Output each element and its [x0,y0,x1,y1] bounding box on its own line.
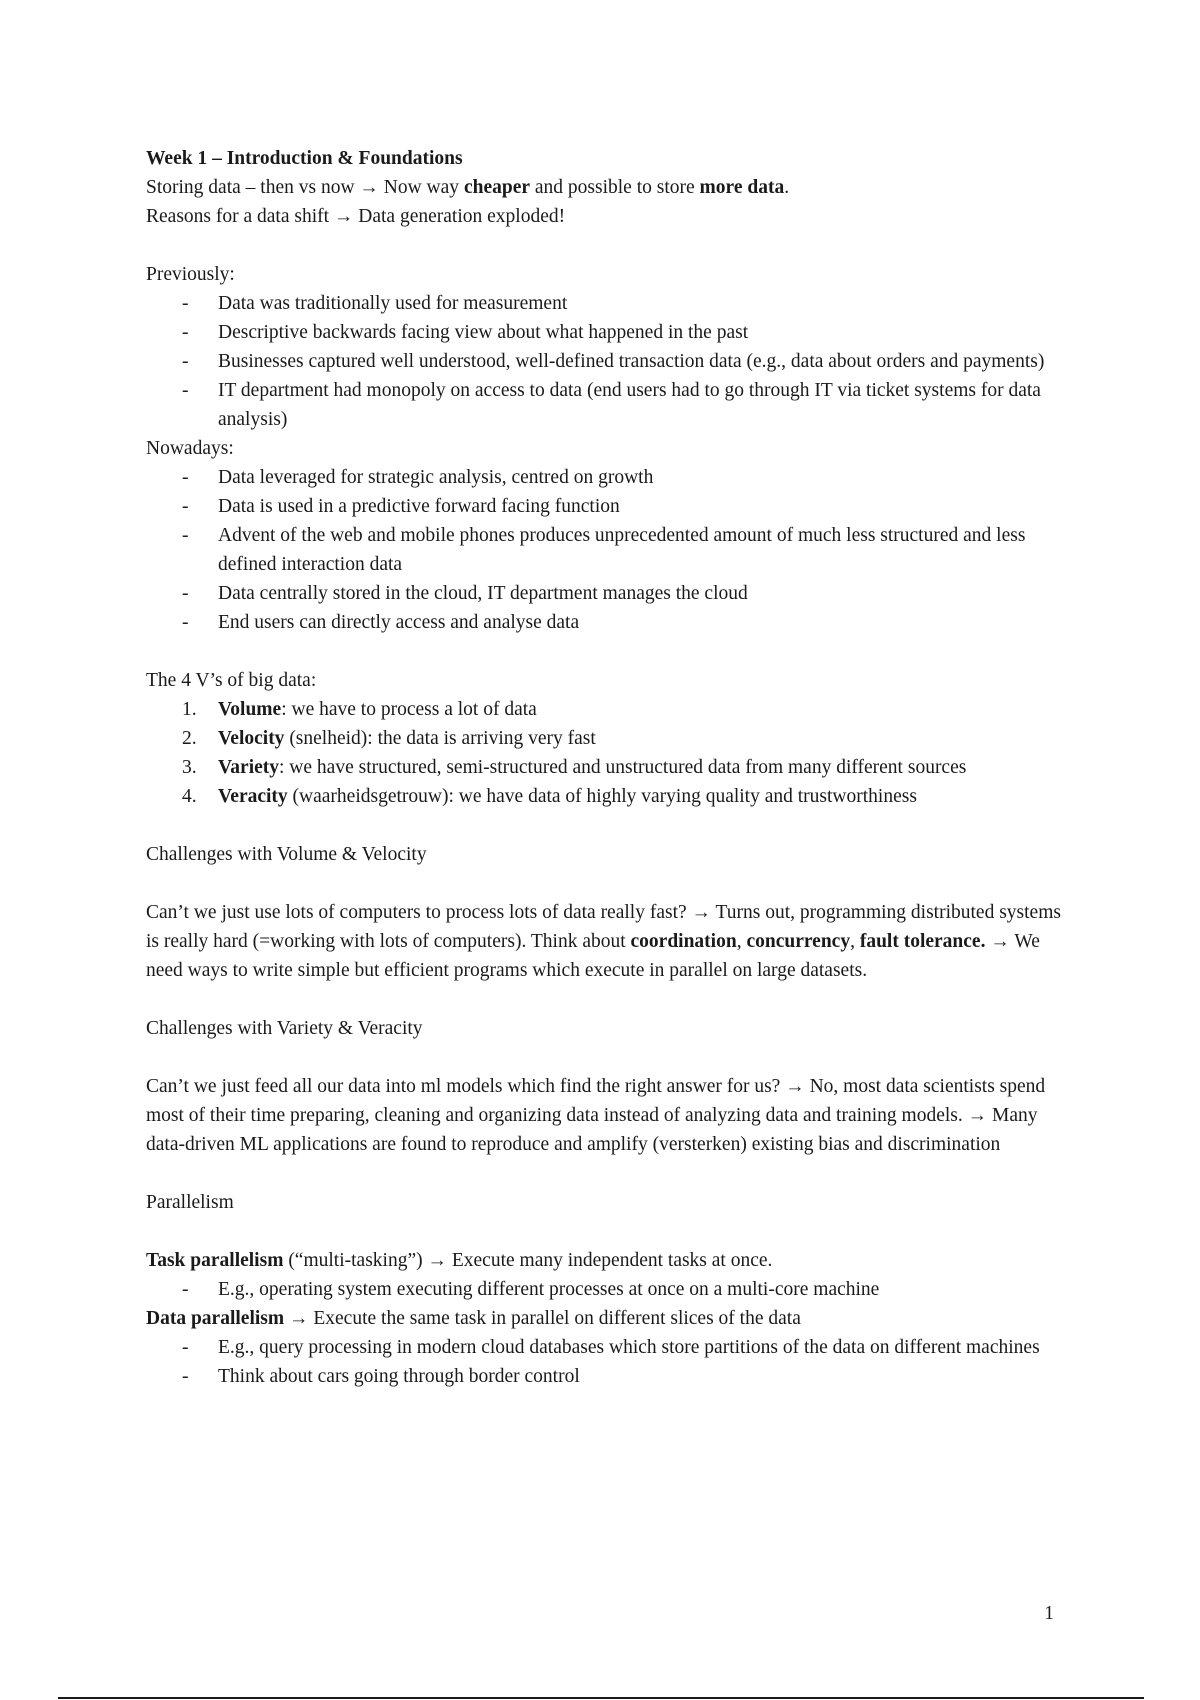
four-vs-list [146,695,1066,811]
list-item: 1. Volume: we have to process a lot of data [182,699,537,720]
challenges-variety-veracity-paragraph: Can’t we just feed all our data into ml models which find the right answer for us? → No, most data scientists spend most of their time preparing, cleaning and organizing data instead of analyzing data and training models. → Many data-driven ML applications are found to reproduce and amplify (versterken) existing bias and discrimination [146,1076,1046,1155]
page-title [146,144,1066,173]
data-parallelism-line: Data parallelism → Execute the same task in parallel on different slices of the data [146,1308,801,1329]
list-item: - IT department had monopoly on access to data (end users had to go through IT via ticket systems for data analysis) [182,380,1041,430]
four-vs-heading: The 4 V’s of big data: [146,670,317,691]
nowadays-heading: Nowadays: [146,438,234,459]
footer-divider [58,1697,1144,1699]
challenges-volume-velocity-heading: Challenges with Volume & Velocity [146,844,427,865]
list-item: - End users can directly access and analyse data [182,612,580,633]
nowadays-list [146,463,1066,637]
list-item: - Think about cars going through border control [182,1366,580,1387]
page-number: 1 [1044,1603,1054,1624]
list-item: 2. Velocity (snelheid): the data is arriving very fast [182,728,596,749]
list-item: - Data leveraged for strategic analysis, centred on growth [182,467,654,488]
list-item: - E.g., operating system executing different processes at once on a multi-core machine [182,1279,880,1300]
list-item: - Data is used in a predictive forward facing function [182,496,620,517]
challenges-volume-velocity-paragraph: Can’t we just use lots of computers to process lots of data really fast? → Turns out, programming distributed systems is really hard (=working with lots of computers). Think about coordination, concurrency, fault tolerance. → We need ways to write simple but efficient programs which execute in parallel on large datasets. [146,902,1061,981]
task-parallelism-list [146,1275,1066,1304]
list-item: 4. Veracity (waarheidsgetrouw): we have data of highly varying quality and trustworthiness [182,786,917,807]
parallelism-heading: Parallelism [146,1192,234,1213]
intro-line-1: Storing data – then vs now → Now way cheaper and possible to store more data. [146,177,790,198]
previously-heading: Previously: [146,264,235,285]
list-item: - Data centrally stored in the cloud, IT department manages the cloud [182,583,748,604]
list-item: - E.g., query processing in modern cloud databases which store partitions of the data on different machines [182,1337,1040,1358]
title-text: Week 1 – Introduction & Foundations [146,148,463,169]
intro-line-2: Reasons for a data shift → Data generation exploded! [146,206,566,227]
list-item: - Data was traditionally used for measurement [182,293,568,314]
previously-list [146,289,1066,434]
list-item: - Descriptive backwards facing view about what happened in the past [182,322,749,343]
document-page [146,144,1066,1391]
list-item: - Businesses captured well understood, well-defined transaction data (e.g., data about orders and payments) [182,351,1045,372]
list-item: 3. Variety: we have structured, semi-structured and unstructured data from many different sources [182,757,967,778]
list-item: - Advent of the web and mobile phones produces unprecedented amount of much less structured and less defined interaction data [182,525,1026,575]
challenges-variety-veracity-heading: Challenges with Variety & Veracity [146,1018,423,1039]
task-parallelism-line: Task parallelism (“multi-tasking”) → Execute many independent tasks at once. [146,1250,773,1271]
data-parallelism-list [146,1333,1066,1391]
